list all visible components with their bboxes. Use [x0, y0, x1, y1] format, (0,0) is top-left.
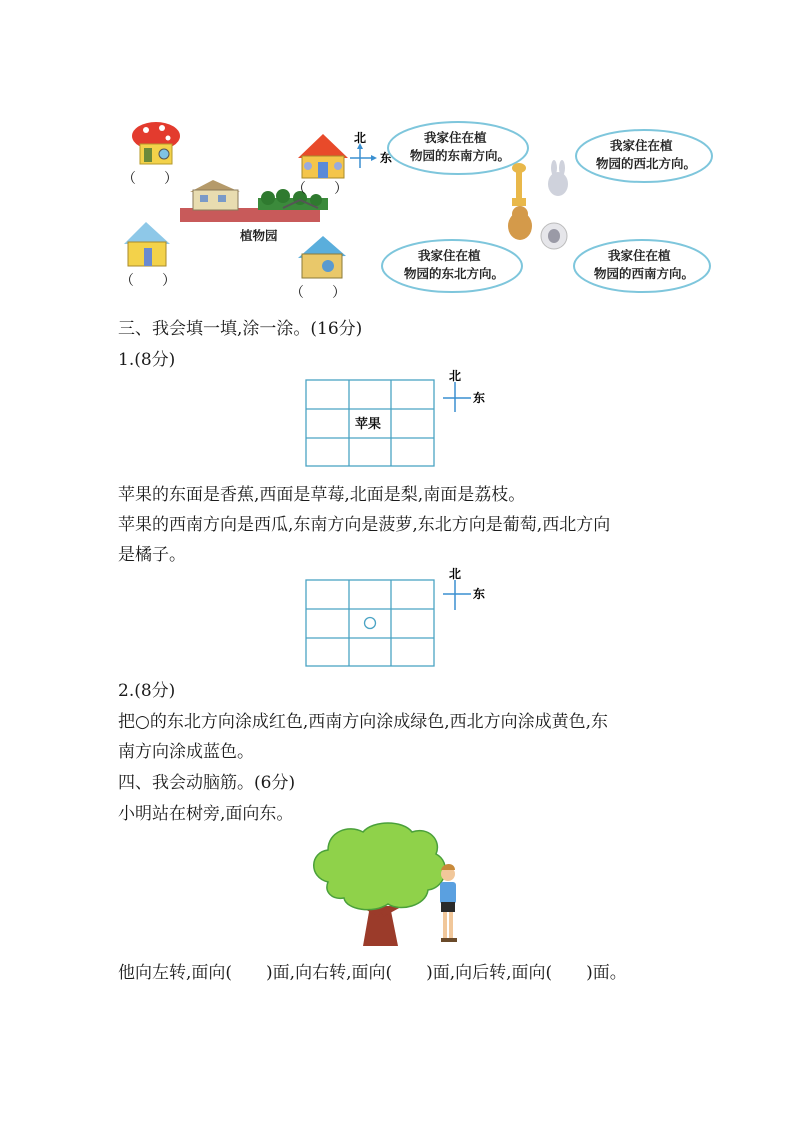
house-answer-paren-4[interactable]: （ ）	[290, 285, 346, 301]
tree-and-boy-illustration	[308, 822, 488, 948]
speech-bubble-2	[576, 130, 712, 182]
q1-text-line2: 苹果的西南方向是西瓜,东南方向是菠萝,东北方向是葡萄,西北方向	[118, 515, 611, 535]
red-roof-house-icon	[298, 134, 348, 178]
bubble-3-line2: 物园的东北方向。	[404, 266, 505, 281]
compass-icon	[443, 382, 471, 412]
bubble-4-line1: 我家住在植	[608, 248, 671, 263]
grid1-north-label: 北	[449, 369, 462, 383]
mushroom-house-icon	[132, 122, 180, 164]
compass-icon	[443, 580, 471, 610]
grid1-center-label: 苹果	[355, 417, 382, 432]
q1-label: 1.(8分)	[118, 350, 176, 370]
q1-text-line1: 苹果的东面是香蕉,西面是草莓,北面是梨,南面是荔枝。	[118, 485, 526, 505]
bubble-2-line1: 我家住在植	[610, 138, 673, 153]
bubble-2-line2: 物园的西北方向。	[596, 156, 697, 171]
house-answer-paren-3[interactable]: （ ）	[120, 273, 176, 289]
dog-icon	[508, 206, 532, 240]
giraffe-icon	[512, 163, 526, 206]
section4-question: 他向左转,面向( )面,向右转,面向( )面,向后转,面向( )面。	[118, 963, 627, 983]
bubble-1-line2: 物园的东南方向。	[410, 148, 511, 163]
speech-bubble-1	[388, 122, 528, 174]
grid-1	[305, 368, 495, 468]
top-scene	[118, 118, 718, 303]
grid2-east-label: 东	[473, 587, 486, 601]
sheep-icon	[541, 223, 567, 249]
center-circle-icon	[365, 618, 376, 629]
boy-icon	[440, 864, 457, 942]
speech-bubble-4	[574, 240, 710, 292]
scene-illustration	[118, 118, 718, 303]
grid2-north-label: 北	[449, 567, 462, 581]
bubble-1-line1: 我家住在植	[424, 130, 487, 145]
q1-text-line3: 是橘子。	[118, 545, 186, 565]
tree-icon	[314, 823, 446, 946]
bubble-3-line1: 我家住在植	[418, 248, 481, 263]
house-answer-paren-2[interactable]: （ ）	[292, 181, 348, 197]
section4-intro: 小明站在树旁,面向东。	[118, 804, 294, 824]
grid-2	[305, 566, 495, 668]
compass-icon	[350, 143, 377, 168]
green-house-icon	[298, 236, 346, 278]
section4-title: 四、我会动脑筋。(6分)	[118, 773, 296, 793]
q2-text-line2: 南方向涂成蓝色。	[118, 742, 254, 762]
compass-north-label: 北	[354, 131, 367, 145]
compass-east-label: 东	[380, 151, 393, 165]
bubble-4-line2: 物园的西南方向。	[594, 266, 695, 281]
garden-label: 植物园	[240, 228, 278, 243]
q2-text-line1: 把○的东北方向涂成红色,西南方向涂成绿色,西北方向涂成黄色,东	[118, 712, 609, 732]
grid1-east-label: 东	[473, 391, 486, 405]
section3-title: 三、我会填一填,涂一涂。(16分)	[118, 319, 363, 339]
q2-label: 2.(8分)	[118, 681, 176, 701]
blue-roof-house-icon	[124, 222, 170, 266]
speech-bubble-3	[382, 240, 522, 292]
house-answer-paren-1[interactable]: （ ）	[122, 171, 178, 187]
rabbit-icon	[548, 160, 568, 196]
